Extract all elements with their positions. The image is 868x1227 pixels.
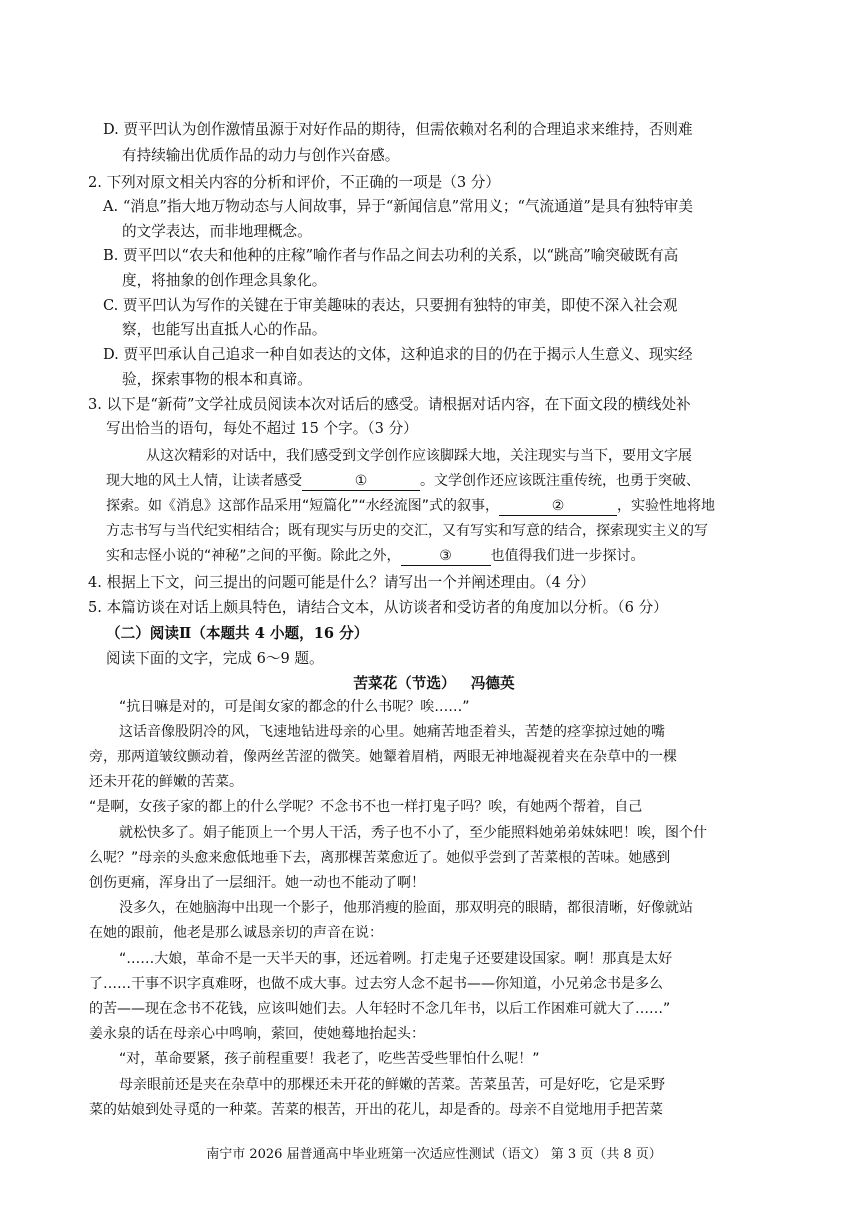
story-author: 冯德英 [470,675,515,692]
q3-passage-line3-start: 探索。如《消息》这部作品采用“短篇化”“水经流图”式的叙事， [106,498,500,514]
story-line: 在她的跟前，他老是那么诚恳亲切的声音在说： [89,925,383,941]
blank-1[interactable]: ① [302,472,420,491]
story-line: 还未开花的鲜嫩的苦菜。 [89,774,243,790]
q4-stem: 4. 根据上下文，问三提出的问题可能是什么？请写出一个并阐述理由。（4 分） [88,574,595,591]
q1-option-d-line1: D. 贾平凹认为创作激情虽源于对好作品的期待，但需依赖对名利的合理追求来维持，否则难 [103,121,693,138]
blank-2[interactable]: ② [499,497,617,516]
q3-stem-line1: 3. 以下是“新荷”文学社成员阅读本次对话后的感受。请根据对话内容，在下面文段的横线处补 [88,396,691,413]
q3-passage-line3-end: ，实验性地将地 [617,498,716,514]
q3-passage-line2 [106,468,700,494]
q2-option-d-line2: 验，探索事物的根本和真谛。 [122,371,312,388]
q3-passage-line3 [106,493,715,519]
story-line: 就松快多了。娟子能顶上一个男人干活，秀子也不小了，至少能照料她弟弟妹妹吧！唉，图个什 [119,825,707,841]
q2-option-b-line1: B. 贾平凹以“农夫和他种的庄稼”喻作者与作品之间去功利的关系，以“跳高”喻突破既有高 [103,247,679,264]
story-line: 这话音像股阴冷的风，飞速地钻进母亲的心里。她痛苦地歪着头，苦楚的痉挛掠过她的嘴 [119,724,665,740]
q3-passage-line1: 从这次精彩的对话中，我们感受到文学创作应该脚踩大地，关注现实与当下，要用文字展 [146,448,692,464]
q2-option-d-line1: D. 贾平凹承认自己追求一种自如表达的文体，这种追求的目的仍在于揭示人生意义、现实经 [103,346,693,363]
story-title: 苦菜花（节选） [353,675,456,692]
q1-option-d-line2: 有持续输出优质作品的动力与创作兴奋感。 [122,147,400,164]
q2-stem: 2. 下列对原文相关内容的分析和评价，不正确的一项是（3 分） [88,174,500,191]
story-line: 了……干事不识字真难呀，也做不成大事。过去穷人念不起书——你知道，小兄弟念书是多么 [89,976,663,992]
story-line: 菜的姑娘到处寻觅的一种菜。苦菜的根苦，开出的花儿，却是香的。母亲不自觉地用手把苦菜 [89,1102,663,1118]
story-line: “抗日嘛是对的，可是闺女家的都念的什么书呢？唉……” [119,699,470,715]
q3-passage-line5-end: 也值得我们进一步探讨。 [490,548,645,564]
section-2-instruction: 阅读下面的文字，完成 6～9 题。 [106,650,324,667]
story-line: 旁，那两道皱纹颤动着，像两丝苦涩的微笑。她颦着眉梢，两眼无神地凝视着夹在杂草中的一棵 [89,749,677,765]
story-line: “是啊，女孩子家的都上的什么学呢？不念书不也一样打鬼子吗？唉，有她两个帮着，自己 [89,799,643,815]
q2-option-b-line2: 度，将抽象的创作理念具象化。 [122,272,327,289]
story-line: “……大娘，革命不是一天半天的事，还远着咧。打走鬼子还要建设国家。啊！那真是太好 [119,951,673,967]
q3-stem-line2: 写出恰当的语句，每处不超过 15 个字。（3 分） [106,420,418,437]
story-line: 姜永泉的话在母亲心中鸣响，萦回，使她蓦地抬起头： [89,1026,425,1042]
q3-passage-line2-start: 现大地的风土人情，让读者感受 [106,473,302,489]
q3-passage-line4: 方志书写与当代纪实相结合；既有现实与历史的交汇，又有写实和写意的结合，探索现实主义的写 [106,523,708,539]
q5-stem: 5. 本篇访谈在对话上颇具特色，请结合文本，从访谈者和受访者的角度加以分析。（6 分） [88,599,668,616]
story-line: “对，革命要紧，孩子前程重要！我老了，吃些苦受些罪怕什么呢！” [119,1051,540,1067]
story-line: 没多久，在她脑海中出现一个影子，他那消瘦的脸面，那双明亮的眼睛，都很清晰，好像就站 [119,900,693,916]
q2-option-a-line2: 的文学表达，而非地理概念。 [122,223,312,240]
q2-option-a-line1: A. “消息”指大地万物动态与人间故事，异于“新闻信息”常用义；“气流通道”是具有独特审美 [103,198,693,215]
q2-option-c-line1: C. 贾平凹认为写作的关键在于审美趣味的表达，只要拥有独特的审美，即使不深入社会观 [103,297,678,314]
q3-passage-line5-start: 实和志怪小说的“神秘”之间的平衡。除此之外， [106,548,401,564]
q3-passage-line2-end: 。文学创作还应该既注重传统，也勇于突破、 [420,473,700,489]
story-line: 的苦——现在念书不花钱，应该叫她们去。人年轻时不念几年书，以后工作困难可就大了……” [89,1001,671,1017]
blank-3[interactable]: ③ [401,547,491,566]
story-line: 么呢？”母亲的头愈来愈低地垂下去，离那棵苦菜愈近了。她似乎尝到了苦菜根的苦味。她感到 [89,850,671,866]
q3-passage-line5 [106,543,645,569]
story-line: 母亲眼前还是夹在杂草中的那棵还未开花的鲜嫩的苦菜。苦菜虽苦，可是好吃，它是采野 [119,1077,665,1093]
page-footer: 南宁市 2026 届普通高中毕业班第一次适应性测试（语文） 第 3 页（共 8 页） [206,1147,662,1162]
section-2-heading: （二）阅读Ⅱ（本题共 4 小题，16 分） [106,625,369,642]
story-line: 创伤更痛，浑身出了一层细汗。她一动也不能动了啊！ [89,875,425,891]
q2-option-c-line2: 察，也能写出直抵人心的作品。 [122,321,327,338]
